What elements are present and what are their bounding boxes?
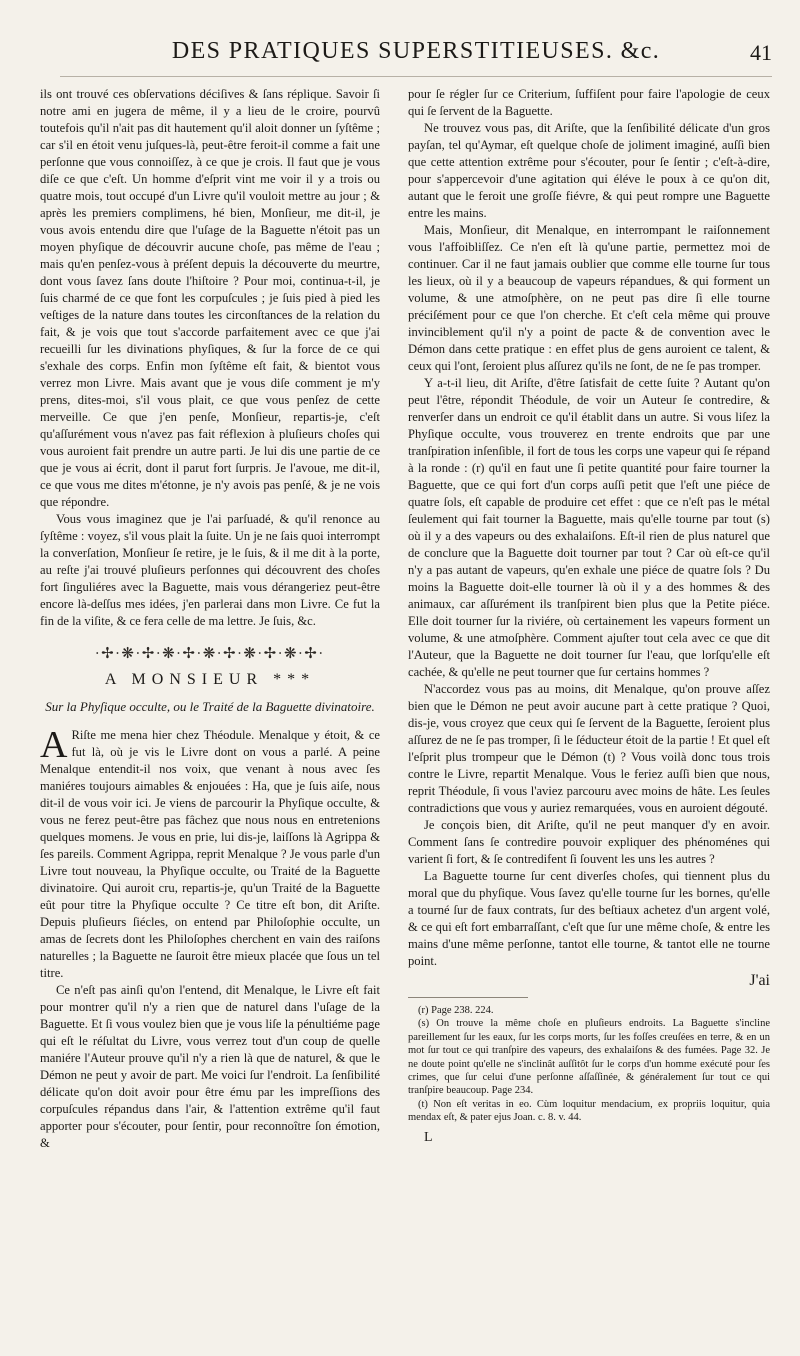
paragraph-with-dropcap	[40, 724, 380, 982]
page-number: 41	[750, 40, 772, 65]
right-column	[408, 86, 770, 1146]
running-head-title: DES PRATIQUES SUPERSTITIEUSES. &c.	[171, 38, 661, 64]
paragraph: ils ont trouvé ces obſervations déciſives & ſans réplique. Savoir ſi notre ami en jugera de même, il y a lieu de le croire, pourvû toutefois qu'il n'ait pas dit hautement qu'il aloit donner un ſyſtême ; car s'il en étoit venu juſques-là, peut-être feroit-il comme a fait une perſonne que vous connoiſſez, à ce que je crois. Il faut que je vous diſe ce que c'eſt. Un homme d'eſprit vint me voir il y a trois ou quatre mois, tout occupé d'un Livre qu'il vouloit mettre au jour ; & après les premiers complimens, hé bien, Monſieur, me dit-il, je vous avois entendu dire que l'uſage de la Baguette n'étoit pas un moyen phyſique de découvrir aucune choſe, pas même de l'eau ; mais qu'en penſez-vous à préſent depuis la découverte du meurtre, dont vous ſavez ſans doute l'hiſtoire ? Pour moi, continua-t-il, je ſuis charmé de ce que font les corpuſcules ; je ſuis pied à pied les veſtiges de la nature dans toutes les circonſtances de la relation du fait, & je vois que tout s'accorde parfaitement avec ce que j'ai recueilli ſur les divinations phyſiques, & ſur la force de ce qui s'exhale des corps. Enfin mon ſyſtême eſt fait, & bientot vous verrez mon Livre. Mais avant que je vous diſe comment je m'y prens, dites-moi, s'il vous plait, ce que vous penſez de cette merveille. Ce que j'en penſe, Monſieur, repartis-je, c'eſt qu'aſſurément vous n'avez pas fait réflexion à pluſieurs choſes qui vous auroient fait prendre un autre parti. Je lui dis une partie de ce que je vous ai écrit, dont il parut fort ſurpris. Je l'avoue, me dit-il, ce que vous me dites m'étonne, je n'y avois pas penſé, & je ne vois que répondre.	[40, 87, 380, 509]
letter-subheading: Sur la Phyſique occulte, ou le Traité de la Baguette divinatoire.	[45, 699, 375, 714]
footnote: (s) On trouve la même choſe en pluſieurs endroits. La Baguette s'incline pareillement ſur les eaux, ſur les corps morts, ſur les foſſes creuſées en terre, & en un mot ſur tout ce qui tranſpire des vapeurs, des exhalaiſons & des fumées. Page 32. Je ne doute point qu'elle ne s'inclinât auſſitôt ſur le corps d'un homme exécuté pour ſes crimes, que ſur celui d'une perſonne aſſaſſinée, & généralement ſur tout ce qui tranſpire beaucoup. Page 234.	[408, 1018, 770, 1097]
left-column	[40, 86, 380, 1152]
paragraph: Je conçois bien, dit Ariſte, qu'il ne peut manquer d'y en avoir. Comment ſans ſe contredire pouvoir expliquer des phénoménes qui varient ſi fort, & ſe contredifent ſi ſouvent les uns les autres ?	[408, 818, 770, 866]
running-head	[60, 36, 772, 77]
catchword: J'ai	[749, 972, 770, 989]
paragraph: Vous vous imaginez que je l'ai parſuadé, & qu'il renonce au ſyſtême : voyez, s'il vous plait la ſuite. Un je ne ſais quoi interrompt la converſation, Monſieur ſe retire, je le ſuis, & il me dit à la porte, au reſte j'ai trouvé pluſieurs perſonnes qui découvrent des choſes fort ſinguliéres avec la Baguette, mais vous dérangeriez peut-être encore là-deſſus mes idées, j'en parlerai dans mon Livre. Ce fut la fin de la viſite, & ce fera celle de ma lettre. Je ſuis, &c.	[40, 512, 380, 628]
paragraph: Ce n'eſt pas ainſi qu'on l'entend, dit Menalque, le Livre eſt fait pour montrer qu'il n'y a rien que de naturel dans l'uſage de la Baguette. Et ſi vous voulez bien que je vous liſe la pénultiéme page qui eſt le réſultat du Livre, vous verrez tout d'un coup de quelle maniére l'Auteur prouve qu'il n'y a rien là que de naturel, & que le Démon ne peut y avoir de part. Me voici ſur l'endroit. La ſenſibilité délicate qu'on doit avoir pour être ému par les impreſſions des corpuſcules répandus dans l'air, & l'attention extrême qu'il faut apporter pour s'écouter, pour ſentir, pour reconnoître ſon émotion, &	[40, 983, 380, 1150]
paragraph: pour ſe régler ſur ce Criterium, ſuffiſent pour faire l'apologie de ceux qui ſe ſervent de la Baguette.	[408, 87, 770, 118]
drop-cap: A	[40, 724, 68, 766]
paragraph-text: Riſte me mena hier chez Théodule. Menalque y étoit, & ce fut là, où je vis le Livre dont on vous a parlé. A peine Menalque entendit-il nos voix, que venant à nous avec ſes maniéres toujours aimables & enjouées : Ha, que je ſuis aiſe, nous dit-il de vous voir ici. Je viens de parcourir la Phyſique occulte, & vous ne ferez peut-être pas fâchez que nous nous en entretenions quelques momens. Je vous en prie, lui dis-je, laiſſons là Agrippa & ſes pareils. Comment Agrippa, reprit Menalque ? Je vous parle d'un Livre tout nouveau, la Phyſique occulte, ou Traité de la Baguette divinatoire. Qui auroit cru, repartis-je, qu'un Traité de la Baguette eût pour titre la Phyſique occulte ? Ce titre eſt bon, dit Ariſte. Depuis pluſieurs ſiécles, on entend par Philoſophie occulte, un amas de ſecrets dont les Philoſophes cherchent en vain des raiſons naturelles ; la Baguette ne ſauroit être mieux placée que ſous un tel titre.	[40, 728, 380, 980]
footnote: (t) Non eſt veritas in eo. Cùm loquitur mendacium, ex propriis loquitur, quia mendax eſt, & pater ejus Joan. c. 8. v. 44.	[408, 1098, 770, 1124]
footnote-rule	[408, 997, 528, 998]
paragraph: La Baguette tourne ſur cent diverſes choſes, qui tiennent plus du moral que du phyſique. Vous ſavez qu'elle tourne ſur les bornes, qu'elle a tourné ſur de faux contrats, ſur des beſtiaux achetez d'un argent volé, & ce qui eſt fort embarraſſant, c'eſt que ſur une même choſe, & entre les mains d'une même perſonne, tantot elle tourne, & tantot elle ne tourne point.	[408, 869, 770, 968]
ornament-rule: ∙✢∙❋∙✢∙❋∙✢∙❋∙✢∙❋∙✢∙❋∙✢∙	[95, 646, 325, 662]
footnotes	[408, 1004, 770, 1125]
letter-heading: A MONSIEUR ***	[104, 671, 316, 688]
paragraph: N'accordez vous pas au moins, dit Menalque, qu'on prouve aſſez bien que le Démon ne peut avoir aucune part à cette pratique ? Quoi, dis-je, vous croyez que ceux qui ſe ſervent de la Baguette, ſeroient plus aſſurez de ne ſe pas tromper, ſi le ſéducteur étoit de la partie ! Et quel eſt l'eſprit plus trompeur que le Démon (t) ? Vous voilà donc tous trois contre le Livre, repartit Menalque. Vous le feriez auſſi bien que nous, reprit Théodule, ſi vous l'aviez parcouru avec moins de hâte. Les ſeules contradictions que vous y auriez remarquées, vous en auroient dégouté.	[408, 682, 770, 815]
signature-mark: L	[424, 1129, 433, 1145]
paragraph: Mais, Monſieur, dit Menalque, en interrompant le raiſonnement vous l'affoibliſſez. Ce n'en eſt là qu'une partie, permettez moi de continuer. Car il ne faut jamais oublier que comme elle tourne ſur tous les lieux, où il y a beaucoup de vapeurs répandues, & qui forment un volume, & une atmoſphère, on ne peut pas dire ſi elle tourne préciſément pour ce que l'on cherche. Et c'eſt cela même qui prouve invinciblement qu'il n'y a point de pacte & de convention avec le Démon dans cette pratique : en effet plus de gens auroient ce talent, & ceux qui l'ont, ſeroient plus aſſurez qu'ils ne ſont, de ne ſe pas tromper.	[408, 223, 770, 373]
paragraph: Y a-t-il lieu, dit Ariſte, d'être ſatisfait de cette ſuite ? Autant qu'on peut l'être, répondit Théodule, de voir un Auteur ſe contredire, & renverſer dans un endroit ce qu'il établit dans un autre. Si vous liſez la Phyſique occulte, vous trouverez en trente endroits que par une tranſpiration inſenſible, il fort de tous les corps une vapeur qui ſe répand à la ronde : (r) qu'il en faut une ſi petite quantité pour faire tourner la Baguette, que ce qui fort d'un corps auſſi petit que l'eſt une piéce de quatre ſols, eſt capable de produire cet effet : que ce n'eſt pas le métal ſeulement qui fait tourner la Baguette, mais qu'elle tourne par tout (s) où il y a des vapeurs ou des exhalaiſons. Eſt-il rien de plus naturel que de conclure que la Baguette doit tourner par tout ? Car où eſt-ce qu'il n'y a pas autant de vapeurs, qu'en exhale une piéce de quatre ſols ? Du moins la Baguette doit-elle tourner là où il y a des hommes & des animaux, car aſſurément ils tranſpirent bien plus que la Petite piéce. Elle doit tourner ſur la riviére, où certainement les vapeurs forment un volume, & une atmoſphère. Comment ajuſter tout cela avec ce que dit l'Auteur, que la Baguette ne doit tourner ſur l'eau, que lorſqu'elle eſt cachée, & qu'elle ne peut tourner que ſur certains hommes ?	[408, 376, 770, 679]
footnote: (r) Page 238. 224.	[418, 1005, 494, 1016]
paragraph: Ne trouvez vous pas, dit Ariſte, que la ſenſibilité délicate d'un gros payſan, tel qu'Aymar, eſt quelque choſe de joliment imaginé, auſſi bien que cette attention extrême pour s'écouter, pour ſe ſentir ; c'eſt-à-dire, pour s'appercevoir d'une agitation qui éléve le poux à ce qu'on dit, autant que le feroit une groſſe fiévre, & qui peut rompre une Baguette entre les mains.	[408, 121, 770, 220]
